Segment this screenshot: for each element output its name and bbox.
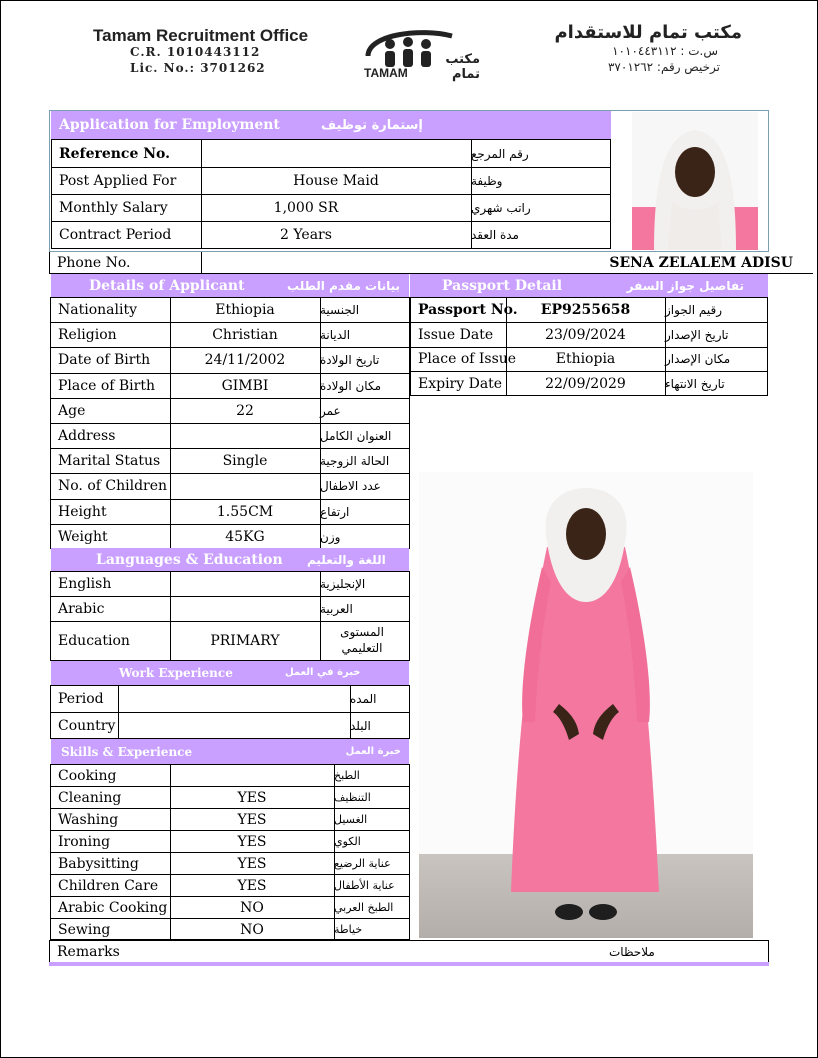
languages-title-bar [51,548,409,571]
post-applied-value: House Maid [293,172,379,189]
skill-row-label-ar: الطبخ [334,769,360,782]
detail-row-value: Single [222,453,268,470]
detail-row-value [170,474,320,498]
passport-table [410,274,768,396]
applicant-full-photo [419,472,753,938]
detail-row-label-ar: عمر [320,403,341,418]
monthly-salary-label: Monthly Salary [59,199,168,216]
detail-row-label: Nationality [58,302,137,319]
passport-title-ar: تفاصيل جواز السفر [626,278,744,293]
application-title-ar: إستمارة توظيف [321,117,423,133]
languages-title-ar: اللغة والتعليم [307,552,386,567]
phone-label: Phone No. [57,255,131,271]
office-name-ar: مكتب تمام للاستقدام [554,22,742,43]
skill-row-value: YES [237,833,267,850]
passport-title-bar [410,274,768,297]
skills-table [50,739,410,940]
detail-row-label: Date of Birth [58,352,151,369]
arabic-label-ar: العربية [320,602,353,616]
skill-row-label: Cleaning [58,789,122,806]
detail-row-label-ar: العنوان الكامل [320,429,392,444]
applicant-portrait-photo [632,112,758,250]
skill-row-label-ar: الغسيل [334,813,368,826]
detail-row-value: 22 [236,402,254,419]
phone-row [49,252,793,274]
work-title-bar [51,661,409,685]
application-title-bar [51,111,611,139]
skill-row-value: YES [237,789,267,806]
passport-row-label: Expiry Date [418,376,503,393]
work-title-en: Work Experience [119,666,233,680]
passport-row-value: EP9255658 [540,301,631,318]
passport-row-value: Ethiopia [555,351,616,368]
country-label-ar: البلد [350,719,371,733]
education-value: PRIMARY [210,633,280,649]
application-table [51,139,613,249]
monthly-salary-value: 1,000 SR [273,199,339,216]
skills-title-bar [51,739,409,764]
detail-row-label: Age [58,402,86,419]
application-title-en: Application for Employment [59,117,280,133]
contract-period-value: 2 Years [280,226,332,243]
details-title-bar [51,274,409,297]
cr-number-ar: س.ت : ١٠١٠٤٤٣١١٢ [612,44,718,58]
applicant-name: SENA ZELALEM ADISU [609,255,793,271]
passport-row-label-ar: تاريخ الإصدار [665,327,729,342]
passport-row-value: 23/09/2024 [545,326,626,343]
passport-row-label-ar: رقيم الجواز [665,302,723,317]
skill-row-label: Sewing [58,921,111,938]
period-label: Period [58,691,104,707]
license-number-en: Lic. No.: 3701262 [130,61,266,75]
passport-row-label-ar: مكان الإصدار [665,352,731,367]
detail-row-label: Weight [58,528,108,545]
passport-row-label: Passport No. [418,301,518,318]
details-title-ar: بيانات مقدم الطلب [287,278,401,293]
skill-row-value: NO [240,899,264,916]
languages-table [50,548,410,661]
skill-row-value: NO [240,921,264,938]
country-value [118,713,350,739]
detail-row-label-ar: تاريخ الولادة [320,353,380,368]
details-table [50,274,410,549]
work-title-ar: خبرة في العمل [285,667,361,678]
period-label-ar: المده [350,692,377,706]
company-logo [362,24,480,80]
logo-word: TAMAM [364,66,408,80]
detail-row-label: Height [58,503,107,520]
education-label-ar: المستوى التعليمي [340,625,384,655]
license-number-ar: ترخيص رقم: ٣٧٠١٢٦٢ [607,60,720,74]
detail-row-value: 1.55CM [216,503,274,520]
country-label: Country [58,718,116,734]
detail-row-label: No. of Children [58,478,168,495]
remarks-label: Remarks [57,944,120,960]
detail-row-label-ar: عدد الاطفال [320,479,381,494]
office-name-en: Tamam Recruitment Office [93,26,309,45]
detail-row-label: Place of Birth [58,377,155,394]
detail-row-value: 45KG [225,528,265,545]
skill-row-label: Children Care [58,877,159,894]
skill-row-value: YES [237,877,267,894]
arabic-label: Arabic [58,601,105,617]
reference-no-label: Reference No. [59,145,171,162]
detail-row-value: Ethiopia [215,302,275,319]
reference-no-label-ar: رقم المرجع [471,146,529,161]
skill-row-value: YES [237,855,267,872]
passport-title-en: Passport Detail [442,277,563,294]
logo-arabic: مكتب تمام [445,52,480,82]
detail-row-value: GIMBI [221,377,269,394]
detail-row-label-ar: الحالة الزوجية [320,454,390,469]
contract-period-label: Contract Period [59,226,172,243]
monthly-salary-label-ar: راتب شهري [471,200,531,215]
detail-row-label-ar: الجنسية [320,303,360,318]
skill-row-label: Washing [58,811,119,828]
details-title-en: Details of Applicant [89,277,245,294]
passport-row-label: Issue Date [418,326,494,343]
english-label: English [58,576,112,592]
contract-period-label-ar: مدة العقد [471,227,519,242]
skill-row-label: Cooking [58,767,117,784]
skill-row-value [170,765,334,786]
post-applied-label: Post Applied For [59,172,177,189]
passport-row-label: Place of Issue [418,351,517,368]
remarks-row [49,940,769,966]
skill-row-label-ar: عناية الرضيع [334,857,391,870]
detail-row-label-ar: الديانة [320,328,351,343]
skill-row-label-ar: عناية الأطفال [334,879,395,892]
cr-number-en: C.R. 1010443112 [130,45,261,59]
skill-row-label: Babysitting [58,855,139,872]
passport-row-label-ar: تاريخ الانتهاء [665,377,725,392]
detail-row-label-ar: وزن [320,529,341,544]
skill-row-value: YES [237,811,267,828]
work-table [50,661,410,739]
english-label-ar: الإنجليزية [320,577,366,591]
skill-row-label: Arabic Cooking [58,899,168,916]
arabic-value [170,597,320,621]
skill-row-label-ar: الطبخ العربي [334,901,394,914]
education-label: Education [58,633,130,649]
detail-row-label: Marital Status [58,453,161,470]
remarks-label-ar: ملاحظات [609,945,655,959]
reference-no-value [201,140,471,167]
skills-title-en: Skills & Experience [61,744,193,759]
english-value [170,572,320,596]
skill-row-label-ar: الكوي [334,835,361,848]
skill-row-label-ar: خياطة [334,923,363,936]
detail-row-value: Christian [212,327,278,344]
passport-row-value: 22/09/2029 [545,376,626,393]
post-applied-label-ar: وظيفة [471,173,503,188]
detail-row-value: 24/11/2002 [204,352,286,369]
languages-title-en: Languages & Education [96,551,283,568]
detail-row-label-ar: مكان الولادة [320,378,382,393]
detail-row-label: Religion [58,327,117,344]
detail-row-label-ar: ارتفاع [320,504,350,519]
period-value [118,686,350,712]
skills-title-ar: خبرة العمل [345,745,401,757]
detail-row-label: Address [58,428,116,445]
detail-row-value [170,424,320,448]
skill-row-label-ar: التنظيف [334,791,371,804]
skill-row-label: Ironing [58,833,111,850]
